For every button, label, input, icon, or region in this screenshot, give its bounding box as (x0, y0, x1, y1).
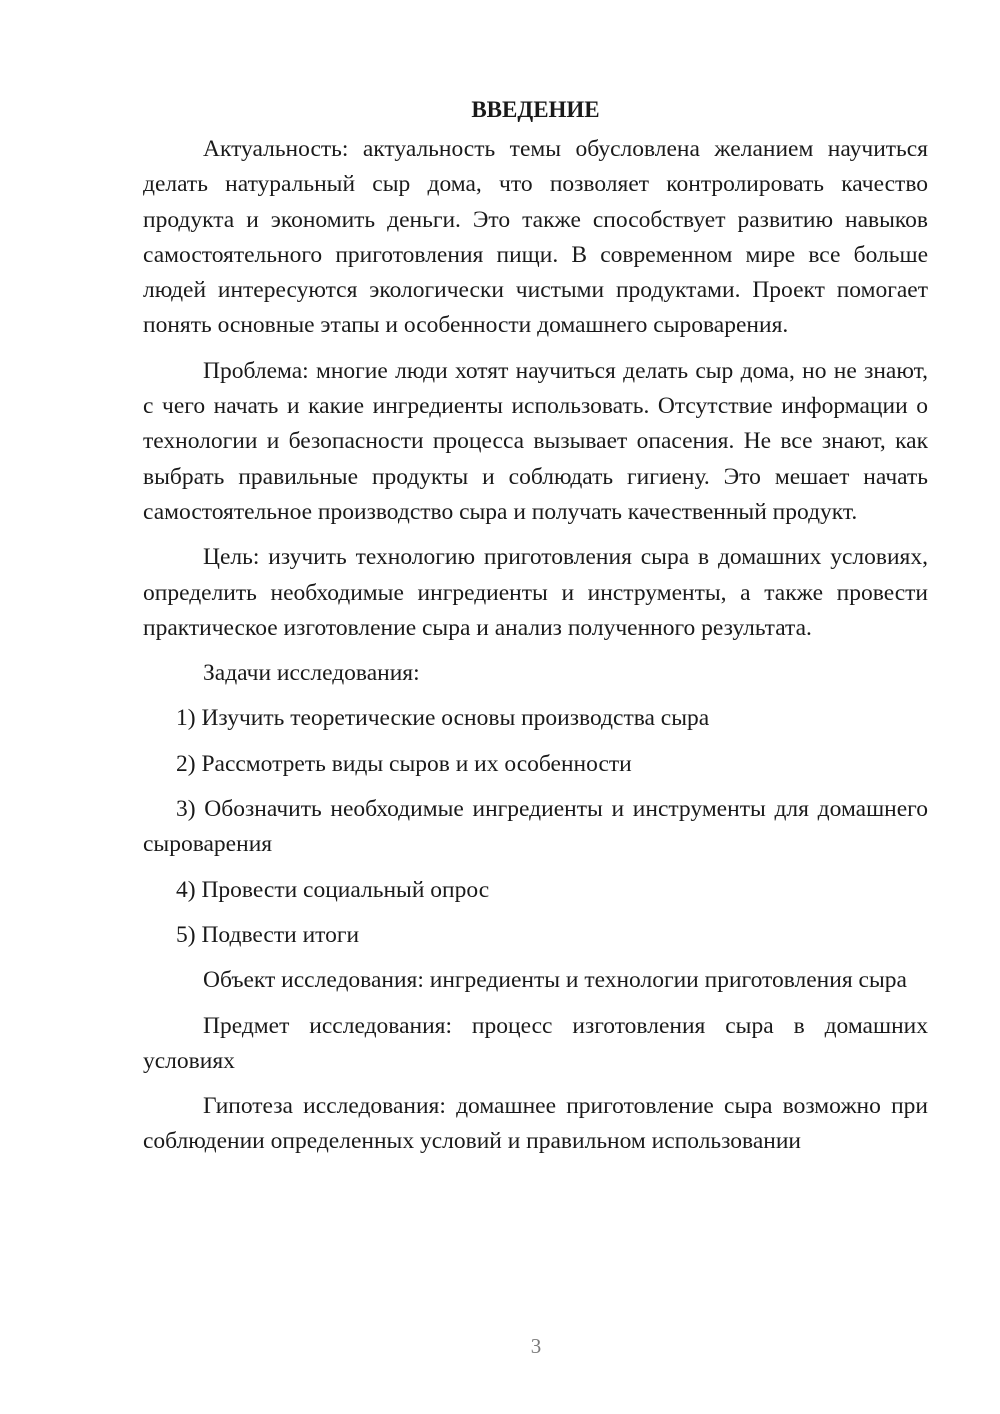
research-object-paragraph: Объект исследования: ингредиенты и технологии приготовления сыра (203, 967, 907, 994)
task-item-5: 5) Подвести итоги (176, 921, 360, 948)
research-subject-paragraph: Предмет исследования: процесс изготовления сыра в домашних условиях (143, 1012, 928, 1074)
task-item-2: 2) Рассмотреть виды сыров и их особенности (176, 750, 632, 777)
task-item-3: 3) Обозначить необходимые ингредиенты и инструменты для домашнего сыроварения (143, 796, 928, 858)
relevance-paragraph: Актуальность: актуальность темы обусловлена желанием научиться делать натуральный сыр дома, что позволяет контролировать качество продукта и экономить деньги. Это также способствует развитию навыков самостоятельного приготовления пищи. В современном мире все больше людей интересуются экологически чистыми продуктами. Проект помогает понять основные этапы и особенности домашнего сыроварения. (143, 136, 928, 339)
task-item-1: 1) Изучить теоретические основы производства сыра (176, 705, 710, 732)
goal-paragraph: Цель: изучить технологию приготовления сыра в домашних условиях, определить необходимые ингредиенты и инструменты, а также провести практическое изготовление сыра и анализ полученного результата. (143, 544, 928, 641)
tasks-heading: Задачи исследования: (203, 660, 420, 687)
hypothesis-paragraph: Гипотеза исследования: домашнее приготовление сыра возможно при соблюдении определенных условий и правильном использовании (143, 1093, 928, 1155)
document-body (143, 92, 928, 1170)
problem-paragraph: Проблема: многие люди хотят научиться делать сыр дома, но не знают, с чего начать и какие ингредиенты использовать. Отсутствие информации о технологии и безопасности процесса вызывает опасения. Не все знают, как выбрать правильные продукты и соблюдать гигиену. Это мешает начать самостоятельное производство сыра и получать качественный продукт. (143, 357, 928, 525)
task-item-4: 4) Провести социальный опрос (176, 876, 490, 903)
page-title: ВВЕДЕНИЕ (471, 97, 600, 122)
page-number: 3 (530, 1334, 542, 1358)
